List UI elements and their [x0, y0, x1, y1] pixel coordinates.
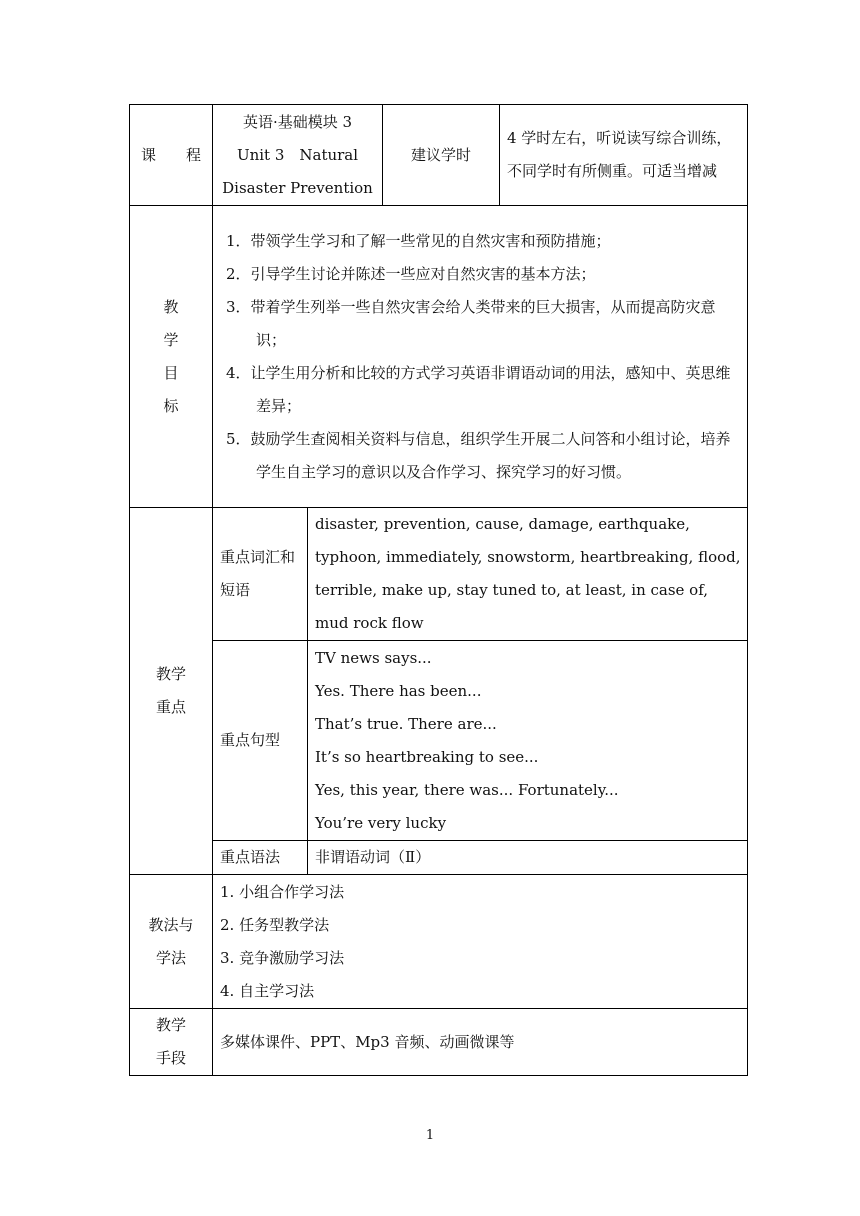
methods-list — [213, 875, 748, 1009]
method-item: 4. 自主学习法 — [220, 981, 315, 1000]
means-label: 教学 手段 — [130, 1009, 213, 1076]
sentence-item: It’s so heartbreaking to see... — [315, 747, 539, 766]
grammar-label: 重点语法 — [213, 841, 308, 875]
method-item: 1. 小组合作学习法 — [220, 882, 345, 901]
goals-list — [213, 206, 748, 508]
sentence-item: TV news says... — [315, 648, 432, 667]
means-text: 多媒体课件、PPT、Mp3 音频、动画微课等 — [213, 1009, 748, 1076]
sentence-item: Yes, this year, there was... Fortunately... — [315, 780, 619, 799]
goal-item: 5．鼓励学生查阅相关资料与信息，组织学生开展二人问答和小组讨论，培养学生自主学习的意识以及合作学习、探究学习的好习惯。 — [226, 429, 731, 481]
method-item: 3. 竞争激励学习法 — [220, 948, 345, 967]
goals-row — [130, 206, 748, 508]
grammar-row — [130, 841, 748, 875]
vocab-text: disaster, prevention, cause, damage, earthquake, typhoon, immediately, snowstorm, heartbreaking, flood, terrible, make up, stay tuned to, at least, in case of, mud rock flow — [308, 508, 748, 641]
lesson-plan-table — [129, 104, 748, 1076]
key-points-label: 教学 重点 — [130, 508, 213, 875]
grammar-text: 非谓语动词（Ⅱ） — [308, 841, 748, 875]
vocab-label: 重点词汇和短语 — [213, 508, 308, 641]
method-item: 2. 任务型教学法 — [220, 915, 330, 934]
methods-row — [130, 875, 748, 1009]
vocab-row — [130, 508, 748, 641]
means-row — [130, 1009, 748, 1076]
sentence-item: That’s true. There are... — [315, 714, 497, 733]
sentences-label: 重点句型 — [213, 641, 308, 841]
page-number: 1 — [425, 1128, 435, 1143]
sentence-item: Yes. There has been... — [315, 681, 482, 700]
goals-label: 教 学 目 标 — [130, 206, 213, 508]
goal-item: 4．让学生用分析和比较的方式学习英语非谓语动词的用法，感知中、英思维差异； — [226, 363, 731, 415]
course-label: 课 程 — [130, 105, 213, 206]
sentences-list — [308, 641, 748, 841]
sentences-row — [130, 641, 748, 841]
hours-value: 4 学时左右，听说读写综合训练，不同学时有所侧重。可适当增减 — [500, 105, 748, 206]
course-title: 英语·基础模块 3 Unit 3 Natural Disaster Prevention — [213, 105, 383, 206]
sentence-item: You’re very lucky — [315, 813, 447, 832]
goal-item: 3．带着学生列举一些自然灾害会给人类带来的巨大损害，从而提高防灾意识； — [226, 297, 716, 349]
goal-item: 1．带领学生学习和了解一些常见的自然灾害和预防措施； — [226, 231, 611, 250]
goal-item: 2．引导学生讨论并陈述一些应对自然灾害的基本方法； — [226, 264, 596, 283]
methods-label: 教法与 学法 — [130, 875, 213, 1009]
hours-label: 建议学时 — [383, 105, 500, 206]
course-row — [130, 105, 748, 206]
